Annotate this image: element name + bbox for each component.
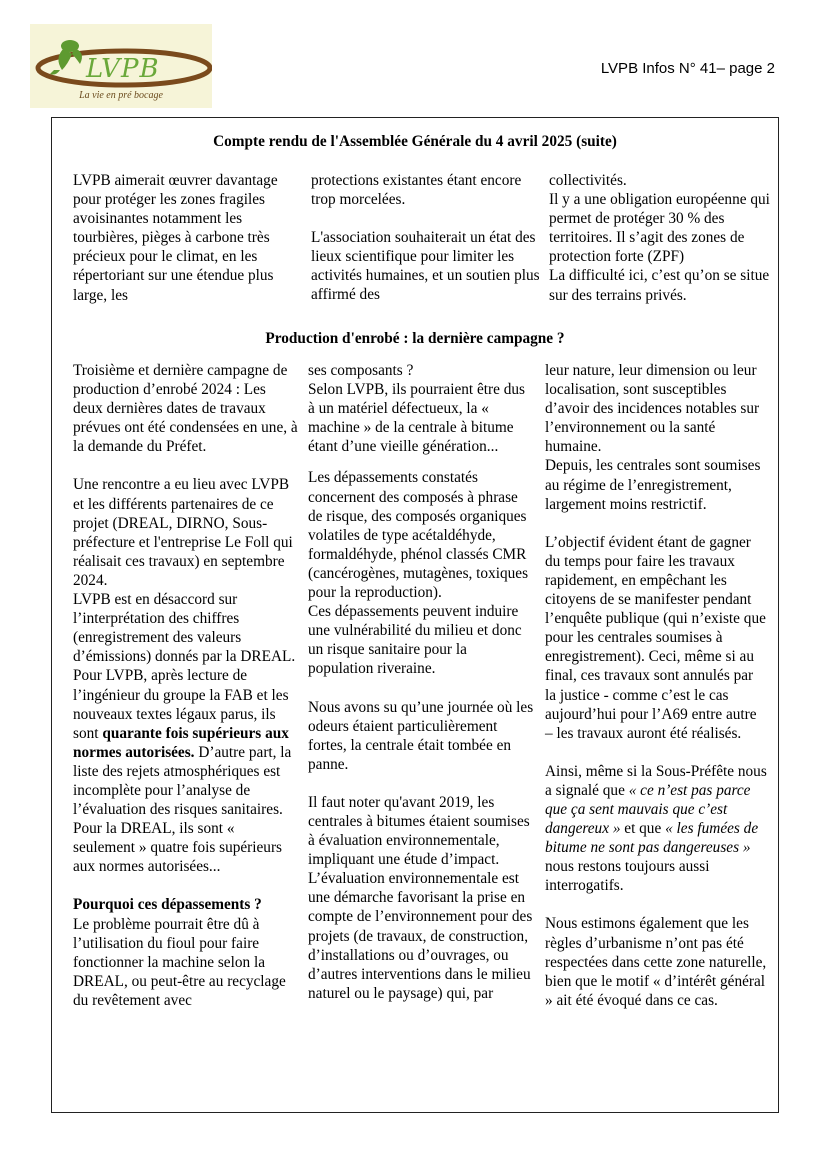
paragraph: Les dépassements constatés concernent des composés à phrase de risque, des composés organiques volatiles de type acétaldéhyde, formaldéhyde, phénol classés CMR (cancérogènes, mutagènes, toxiques pour la reproduction). <box>308 469 529 602</box>
paragraph: protections existantes étant encore trop morcelées. <box>311 172 522 209</box>
paragraph: L'association souhaiterait un état des lieux scientifique pour limiter les activités humaines, et un soutien plus affirmé des <box>311 229 540 304</box>
lvpb-logo <box>30 24 212 108</box>
section2-column-2 <box>308 361 534 1003</box>
paragraph: Le problème pourrait être dû à l’utilisation du fioul pour faire fonctionner la machine selon la DREAL, ou peut-être au recyclage du revêtement avec <box>73 915 286 1009</box>
subheading: Pourquoi ces dépassements ? <box>73 896 262 914</box>
content-frame <box>51 117 779 1113</box>
paragraph: Une rencontre a eu lieu avec LVPB et les différents partenaires de ce projet (DREAL, DIRNO, Sous-préfecture et l'entreprise Le Foll qui réalisait ces travaux) en septembre 2024. <box>73 476 293 589</box>
section2-column-1 <box>73 361 299 1010</box>
paragraph: Il faut noter qu'avant 2019, les centrales à bitumes étaient soumises à évaluation environnementale, impliquant une étude d’impact. <box>308 793 530 869</box>
italic-quote: « les fumées de bitume ne sont pas dangereuses » <box>545 820 759 857</box>
paragraph: Pour LVPB, après lecture de l’ingénieur du groupe la FAB et les nouveaux textes légaux parus, ils sont quarante fois supérieurs aux normes autorisées. D’autre part, la liste des rejets atmosphériques est incomplète pour l’analyse de l’évaluation des risques sanitaires. Pour la DREAL, ils sont « seulement » quatre fois supérieurs aux normes autorisées... <box>73 667 292 876</box>
page-label: LVPB Infos N° 41– page 2 <box>600 60 775 77</box>
paragraph: Nous estimons également que les règles d’urbanisme n’ont pas été respectées dans cette zone naturelle, bien que le motif « d’intérêt général » ait été évoqué dans ce cas. <box>545 915 767 1009</box>
paragraph: LVPB aimerait œuvrer davantage pour protéger les zones fragiles avoisinantes notamment les tourbières, pièges à carbone très précieux pour le climat, en les répertoriant sur une étendue plus large, les <box>73 172 278 304</box>
italic-quote: « ce n’est pas parce que ça sent mauvais que c’est dangereux » <box>545 781 751 838</box>
paragraph: L’évaluation environnementale est une démarche favorisant la prise en compte de l’environnement pour des projets (de travaux, de construction, d’installations ou d’ouvrages, ou d’autres interventions dans le milieu naturel ou le paysage) qui, par <box>308 870 533 1002</box>
paragraph: Nous avons su qu’une journée où les odeurs étaient particulièrement fortes, la centrale était tombée en panne. <box>308 698 534 773</box>
section2-title: Production d'enrobé : la dernière campagne ? <box>265 330 565 347</box>
logo-text: LVPB <box>86 54 160 84</box>
section1-column-3 <box>549 171 771 305</box>
section1-title: Compte rendu de l'Assemblée Générale du 4 avril 2025 (suite) <box>213 133 617 150</box>
paragraph: LVPB est en désaccord sur l’interprétation des chiffres (enregistrement des valeurs d’émissions) donnés par la DREAL. <box>73 591 296 666</box>
logo-tagline: La vie en pré bocage <box>79 90 163 101</box>
section1-column-2 <box>311 171 543 305</box>
paragraph: L’objectif évident étant de gagner du temps pour faire les travaux rapidement, en empêchant les citoyens de se manifester pendant l’enquête publique (qui n’existe que pour les centrales soumises à enregistrement). Ceci, même si au final, ces travaux sont annulés par la justice - comme c’est le cas aujourd’hui pour l’A69 entre autre – les travaux auront été réalisés. <box>545 533 766 742</box>
paragraph: Troisième et dernière campagne de production d’enrobé 2024 : Les deux dernières dates de travaux prévues ont été condensées en une, à la demande du Préfet. <box>73 362 298 456</box>
paragraph: Selon LVPB, ils pourraient être dus à un matériel défectueux, la « machine » de la centrale à bitume étant d’une vieille génération... <box>308 381 525 456</box>
section1-column-1 <box>73 171 299 305</box>
paragraph: collectivités. <box>549 172 627 189</box>
section2-column-3 <box>545 361 767 1010</box>
paragraph: Il y a une obligation européenne qui permet de protéger 30 % des territoires. Il s’agit des zones de protection forte (ZPF) <box>549 191 770 266</box>
paragraph: Ces dépassements peuvent induire une vulnérabilité du milieu et donc un risque sanitaire pour la population riveraine. <box>308 603 522 678</box>
paragraph: ses composants ? <box>308 362 414 379</box>
bold-emphasis: quarante fois supérieurs aux normes autorisées. <box>73 724 289 761</box>
paragraph: Depuis, les centrales sont soumises au régime de l’enregistrement, largement moins restrictif. <box>545 457 761 513</box>
paragraph: La difficulté ici, c’est qu’on se situe sur des terrains privés. <box>549 267 770 304</box>
paragraph: Ainsi, même si la Sous-Préfête nous a signalé que « ce n’est pas parce que ça sent mauvais que c’est dangereux » et que « les fumées de bitume ne sont pas dangereuses » nous restons toujours aussi interrogatifs. <box>545 762 767 895</box>
paragraph: leur nature, leur dimension ou leur localisation, sont susceptibles d’avoir des incidences notables sur l’environnement ou la santé humaine. <box>545 362 760 456</box>
